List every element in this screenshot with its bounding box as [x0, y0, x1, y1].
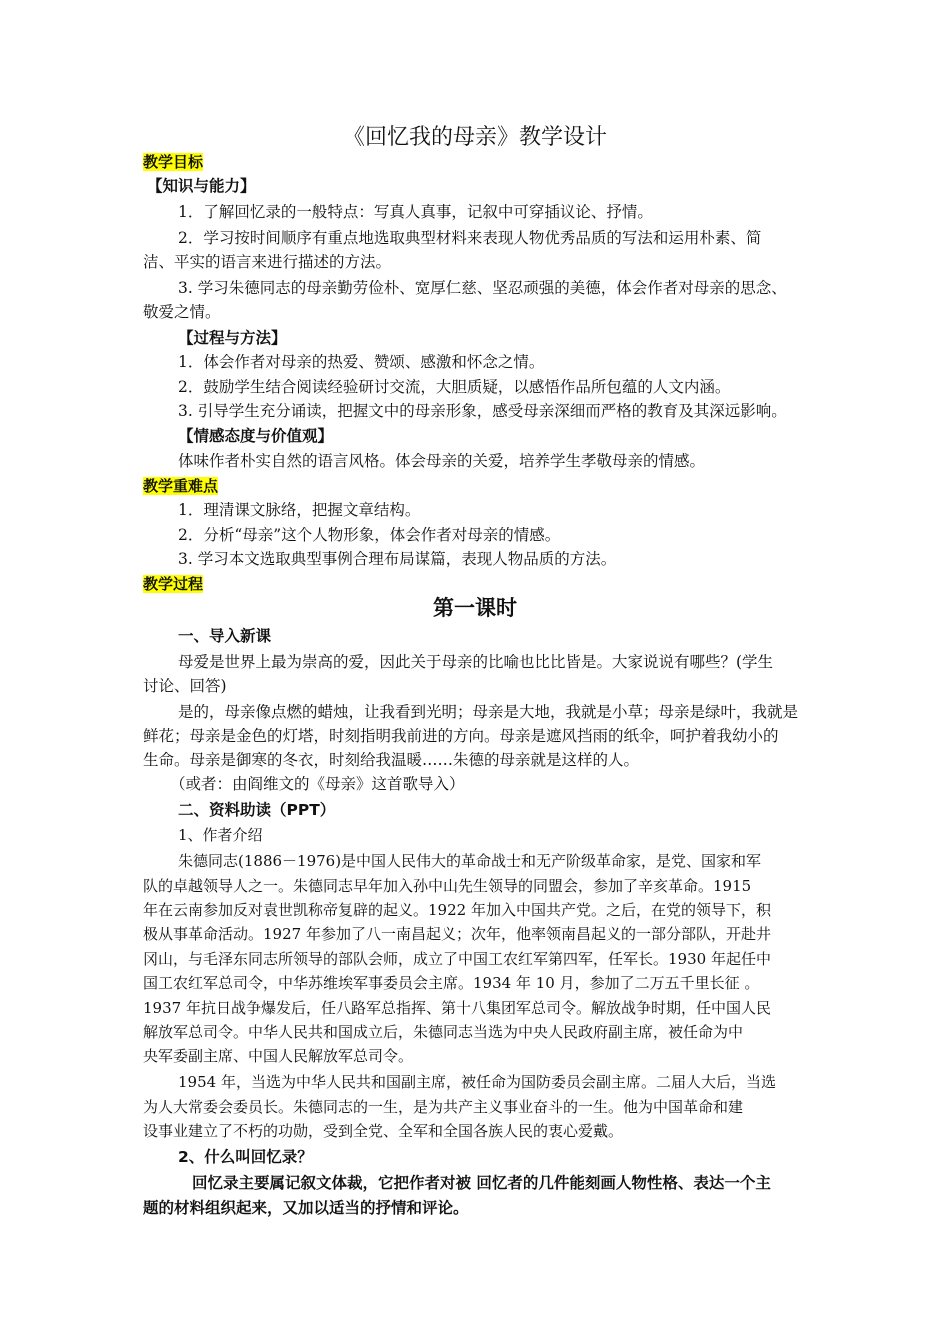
knowledge-item-2: 2．学习按时间顺序有重点地选取典型材料来表现人物优秀品质的写法和运用朴素、简: [178, 229, 762, 247]
key-item-2: 2．分析“母亲”这个人物形象，体会作者对母亲的情感。: [178, 526, 561, 544]
document-title: 《回忆我的母亲》教学设计: [342, 125, 607, 150]
section-heading-process: 教学过程: [143, 575, 204, 593]
intro-para-1: 母爱是世界上最为崇高的爱，因此关于母亲的比喻也比比皆是。大家说说有哪些？(学生: [178, 653, 774, 671]
author-bio-line-5: 冈山，与毛泽东同志所领导的部队会师，成立了中国工农红军第四军，任军长。1930 年起任中: [143, 950, 771, 968]
knowledge-item-3: 3. 学习朱德同志的母亲勤劳俭朴、宽厚仁慈、坚忍顽强的美德，体会作者对母亲的思念、: [178, 279, 787, 297]
intro-para-2-line2: 鲜花；母亲是金色的灯塔，时刻指明我前进的方向。母亲是遮风挡雨的纸伞，呵护着我幼小的: [143, 727, 779, 745]
author-bio-line-6: 国工农红军总司令，中华苏维埃军事委员会主席。1934 年 10 月，参加了二万五千里长征 。: [143, 974, 760, 992]
author-bio-line-2: 队的卓越领导人之一。朱德同志早年加入孙中山先生领导的同盟会，参加了辛亥革命。1915: [143, 877, 752, 895]
process-item-2: 2．鼓励学生结合阅读经验研讨交流，大胆质疑，以感悟作品所包蕴的人文内涵。: [178, 378, 731, 396]
memoir-definition-line-1: 回忆录主要属记叙文体裁，它把作者对被 回忆者的几件能刻画人物性格、表达一个主: [192, 1174, 771, 1192]
intro-para-2-line3: 生命。母亲是御寒的冬衣，时刻给我温暖……朱德的母亲就是这样的人。: [143, 751, 640, 769]
subheading-process: 【过程与方法】: [178, 329, 287, 347]
intro-para-2: 是的，母亲像点燃的蜡烛，让我看到光明；母亲是大地，我就是小草；母亲是绿叶，我就是: [178, 703, 799, 721]
key-item-3: 3. 学习本文选取典型事例合理布局谋篇，表现人物品质的方法。: [178, 550, 617, 568]
key-item-1: 1．理清课文脉络，把握文章结构。: [178, 501, 421, 519]
author-intro-heading: 1、作者介绍: [178, 826, 263, 844]
knowledge-item-2-cont: 洁、平实的语言来进行描述的方法。: [143, 253, 392, 271]
step-heading-intro: 一、导入新课: [178, 627, 272, 645]
intro-para-1-cont: 讨论、回答): [143, 677, 227, 695]
section-heading-goals: 教学目标: [143, 153, 204, 171]
process-item-1: 1．体会作者对母亲的热爱、赞颂、感激和怀念之情。: [178, 353, 545, 371]
author-bio-line-7: 1937 年抗日战争爆发后，任八路军总指挥、第十八集团军总司令。解放战争时期，任中国人民: [143, 999, 771, 1017]
intro-alternative: （或者：由阎维文的《母亲》这首歌导入）: [170, 775, 465, 793]
author-bio-line-4: 极从事革命活动。1927 年参加了八一南昌起义；次年，他率领南昌起义的一部分部队，开赴井: [143, 925, 771, 943]
step-heading-materials: 二、资料助读（PPT）: [178, 801, 336, 819]
author-bio-line-8: 解放军总司令。中华人民共和国成立后，朱德同志当选为中央人民政府副主席，被任命为中: [143, 1023, 744, 1041]
section-heading-key-points: 教学重难点: [143, 477, 219, 495]
author-bio-line-1: 朱德同志(1886－1976)是中国人民伟大的革命战士和无产阶级革命家，是党、国家和军: [178, 852, 762, 870]
author-bio2-line-2: 为人大常委会委员长。朱德同志的一生，是为共产主义事业奋斗的一生。他为中国革命和建: [143, 1098, 744, 1116]
memoir-definition-line-2: 题的材料组织起来，又加以适当的抒情和评论。: [143, 1199, 469, 1217]
subheading-knowledge: 【知识与能力】: [147, 177, 256, 195]
author-bio-line-9: 央军委副主席、中国人民解放军总司令。: [143, 1047, 414, 1065]
author-bio2-line-3: 设事业建立了不朽的功勋，受到全党、全军和全国各族人民的衷心爱戴。: [143, 1122, 624, 1140]
author-bio-line-3: 年在云南参加反对袁世凯称帝复辟的起义。1922 年加入中国共产党。之后，在党的领导下，积: [143, 901, 771, 919]
process-item-3: 3. 引导学生充分诵读，把握文中的母亲形象，感受母亲深细而严格的教育及其深远影响。: [178, 402, 787, 420]
subheading-emotion: 【情感态度与价值观】: [178, 427, 334, 445]
memoir-question-heading: 2、什么叫回忆录？: [178, 1148, 313, 1166]
knowledge-item-3-cont: 敬爱之情。: [143, 303, 221, 321]
knowledge-item-1: 1．了解回忆录的一般特点：写真人真事，记叙中可穿插议论、抒情。: [178, 203, 653, 221]
author-bio2-line-1: 1954 年，当选为中华人民共和国副主席，被任命为国防委员会副主席。二届人大后，当选: [178, 1073, 776, 1091]
emotion-item-1: 体味作者朴实自然的语言风格。体会母亲的关爱，培养学生孝敬母亲的情感。: [178, 452, 706, 470]
lesson-heading: 第一课时: [433, 596, 517, 620]
